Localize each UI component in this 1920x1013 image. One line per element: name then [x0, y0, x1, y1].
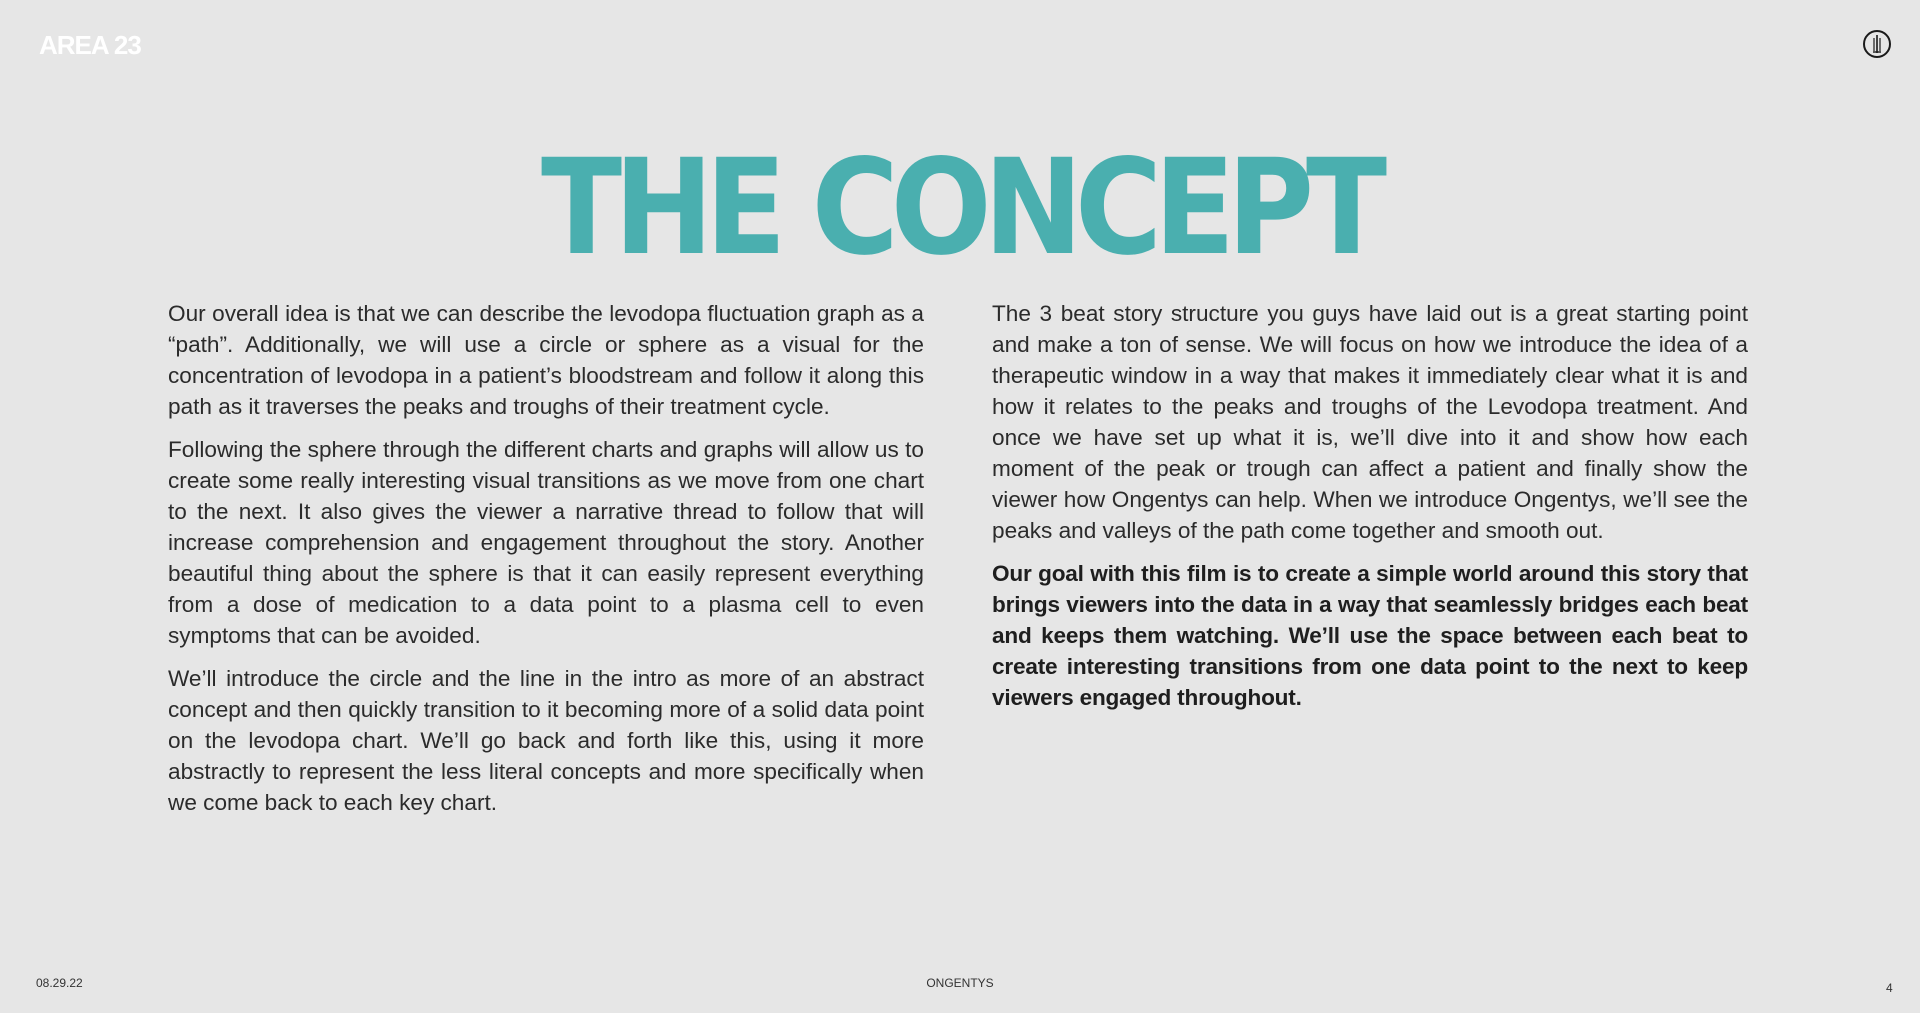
page-title: THE CONCEPT [541, 131, 1379, 285]
paragraph: Following the sphere through the different charts and graphs will allow us to create some really interesting visual transitions as we move from one chart to the next. It also gives the viewer a narrative thread to follow that will increase comprehension and engagement throughout the story. Another beautiful thing about the sphere is that it can easily represent everything from a dose of medication to a data point to a plasma cell to even symptoms that can be avoided. [168, 437, 924, 648]
page-number: 4 [1886, 981, 1893, 995]
footer-date: 08.29.22 [36, 976, 83, 990]
left-text-column [168, 298, 924, 830]
footer-client-name: ONGENTYS [926, 976, 994, 990]
paragraph: Our overall idea is that we can describe the levodopa fluctuation graph as a “path”. Additionally, we will use a circle or sphere as a visual for the concentration of levodopa in a patient’s bloodstream and follow it along this path as it traverses the peaks and troughs of their treatment cycle. [168, 301, 924, 419]
right-text-column [992, 298, 1748, 725]
brand-logo: AREA 23 [39, 30, 141, 60]
goal-paragraph: Our goal with this film is to create a simple world around this story that brings viewers into the data in a way that seamlessly bridges each beat and keeps them watching. We’ll use the space between each beat to create interesting transitions from one data point to the next to keep viewers engaged throughout. [992, 561, 1748, 710]
paragraph: The 3 beat story structure you guys have laid out is a great starting point and make a ton of sense. We will focus on how we introduce the idea of a therapeutic window in a way that makes it immediately clear what it is and how it relates to the peaks and troughs of the Levodopa treatment. And once we have set up what it is, we’ll dive into it and show how each moment of the peak or trough can affect a patient and finally show the viewer how Ongentys can help. When we introduce Ongentys, we’ll see the peaks and valleys of the path come together and smooth out. [992, 301, 1748, 543]
paragraph: We’ll introduce the circle and the line in the intro as more of an abstract concept and then quickly transition to it becoming more of a solid data point on the levodopa chart. We’ll go back and forth like this, using it more abstractly to represent the less literal concepts and more specifically when we come back to each key chart. [168, 666, 924, 815]
circle-monogram-icon [1862, 29, 1892, 59]
